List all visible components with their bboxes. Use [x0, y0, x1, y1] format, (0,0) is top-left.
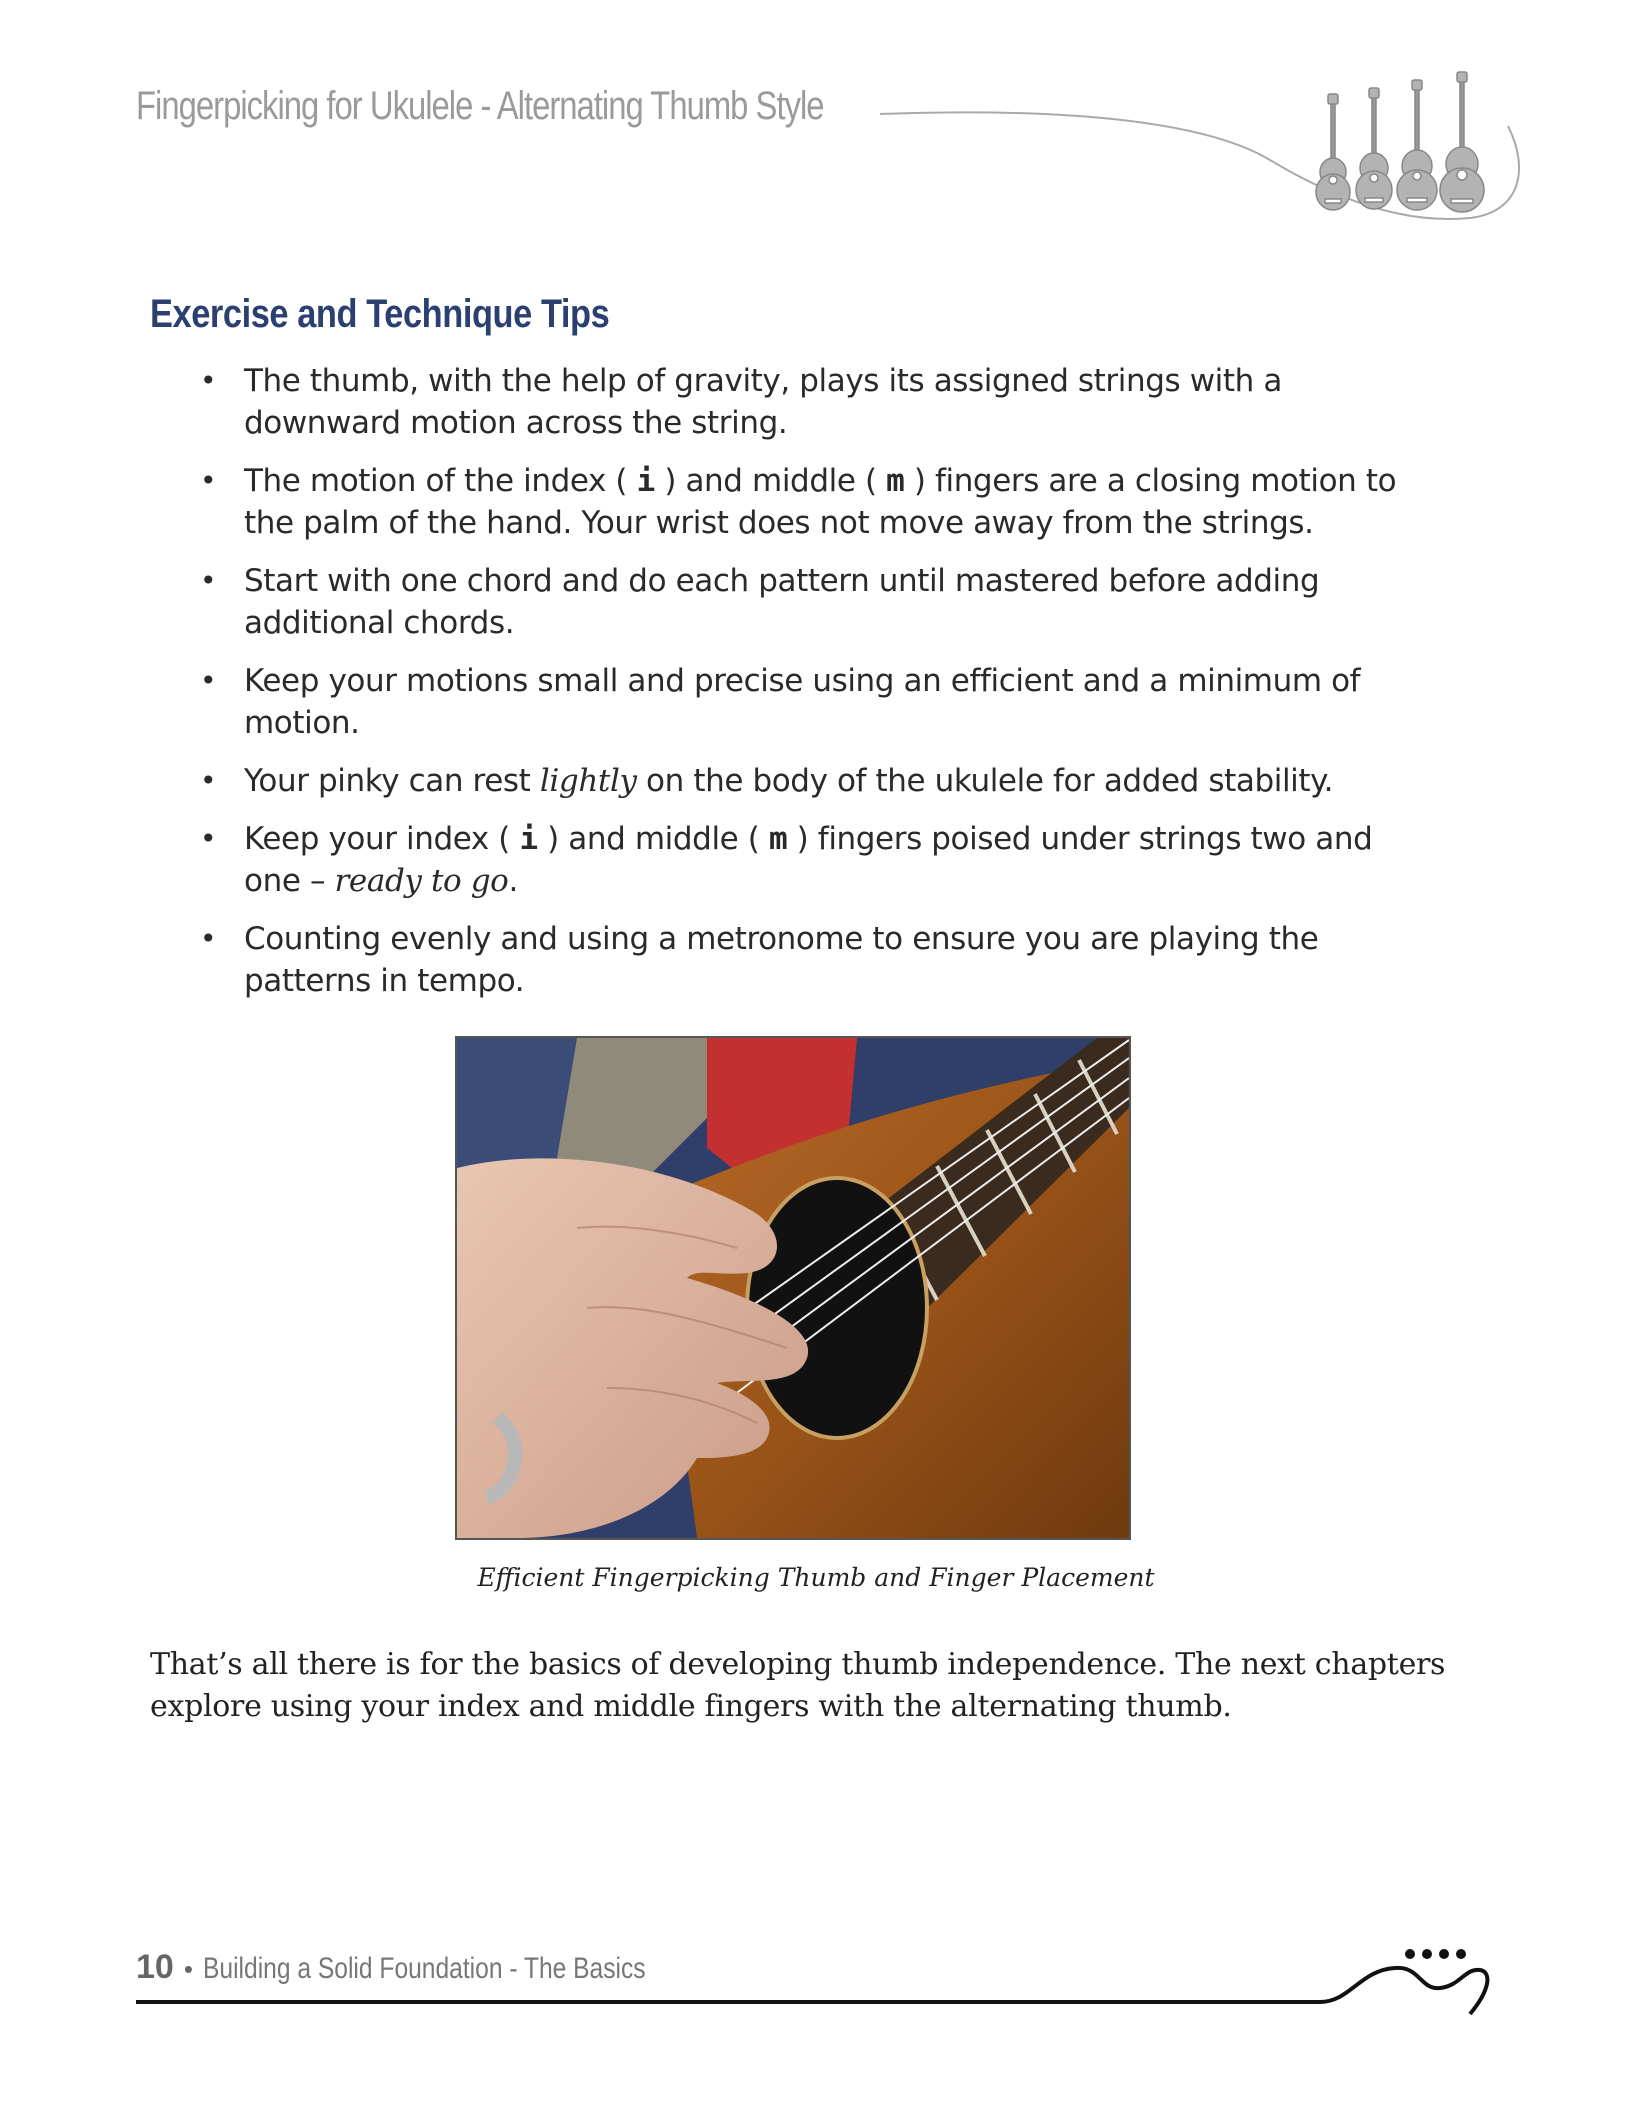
bullet-icon: •	[200, 364, 217, 397]
footer-dots-icon	[1405, 1949, 1466, 1959]
finger-label: m	[768, 821, 788, 857]
tip-item	[200, 918, 1430, 1002]
footer-separator: •	[183, 1954, 193, 1984]
bullet-icon: •	[200, 922, 217, 955]
tip-item	[200, 360, 1430, 444]
figure-caption: Efficient Fingerpicking Thumb and Finger Placement	[477, 1563, 1155, 1592]
tip-item	[200, 660, 1430, 744]
bullet-icon: •	[200, 464, 217, 497]
finger-label: m	[886, 463, 905, 499]
tip-text: Keep your motions small and precise using an efficient and a minimum of motion.	[244, 663, 1361, 741]
footer-chapter-title: Building a Solid Foundation - The Basics	[202, 1952, 646, 1985]
bullet-icon: •	[200, 822, 217, 855]
tip-text: on the body of the ukulele for added stability.	[636, 763, 1334, 799]
footer-decoration	[0, 1930, 1632, 2040]
tips-list	[200, 360, 1430, 1018]
tip-text: Start with one chord and do each pattern until mastered before adding additional chords.	[244, 563, 1320, 641]
hand-on-ukulele-photo	[455, 1036, 1131, 1540]
tip-item	[200, 460, 1430, 544]
bullet-icon: •	[200, 664, 217, 697]
header-decoration	[0, 0, 1632, 260]
finger-label: i	[519, 821, 538, 857]
tip-item	[200, 760, 1430, 802]
tip-text: ) fingers poised under strings two and one –	[244, 821, 1373, 899]
tip-text: ) fingers are a closing motion to the palm of the hand. Your wrist does not move away from the strings.	[244, 463, 1397, 541]
tip-text: Your pinky can rest	[244, 763, 540, 799]
running-header-title: Fingerpicking for Ukulele - Alternating Thumb Style	[136, 84, 824, 128]
tip-text: Keep your index (	[244, 821, 520, 857]
body-paragraph: That’s all there is for the basics of developing thumb independence. The next chapters explore using your index and middle fingers with the alternating thumb.	[150, 1647, 1446, 1724]
page-number: 10	[136, 1948, 174, 1986]
tip-text: Counting evenly and using a metronome to ensure you are playing the patterns in tempo.	[244, 921, 1319, 999]
tip-item	[200, 560, 1430, 644]
emphasis-text: ready to go	[334, 863, 509, 899]
tip-text: The thumb, with the help of gravity, plays its assigned strings with a downward motion across the string.	[244, 363, 1282, 441]
bullet-icon: •	[200, 564, 217, 597]
four-ukuleles-icon	[1316, 72, 1484, 212]
tip-item	[200, 818, 1430, 902]
tip-text: ) and middle (	[654, 463, 887, 499]
tip-text: The motion of the index (	[244, 463, 637, 499]
bullet-icon: •	[200, 764, 217, 797]
emphasis-text: lightly	[539, 763, 637, 799]
tip-text: ) and middle (	[537, 821, 769, 857]
finger-label: i	[636, 463, 655, 499]
tip-text: .	[508, 863, 518, 899]
section-heading: Exercise and Technique Tips	[150, 292, 610, 336]
footer-rule-line	[136, 1968, 1487, 2014]
